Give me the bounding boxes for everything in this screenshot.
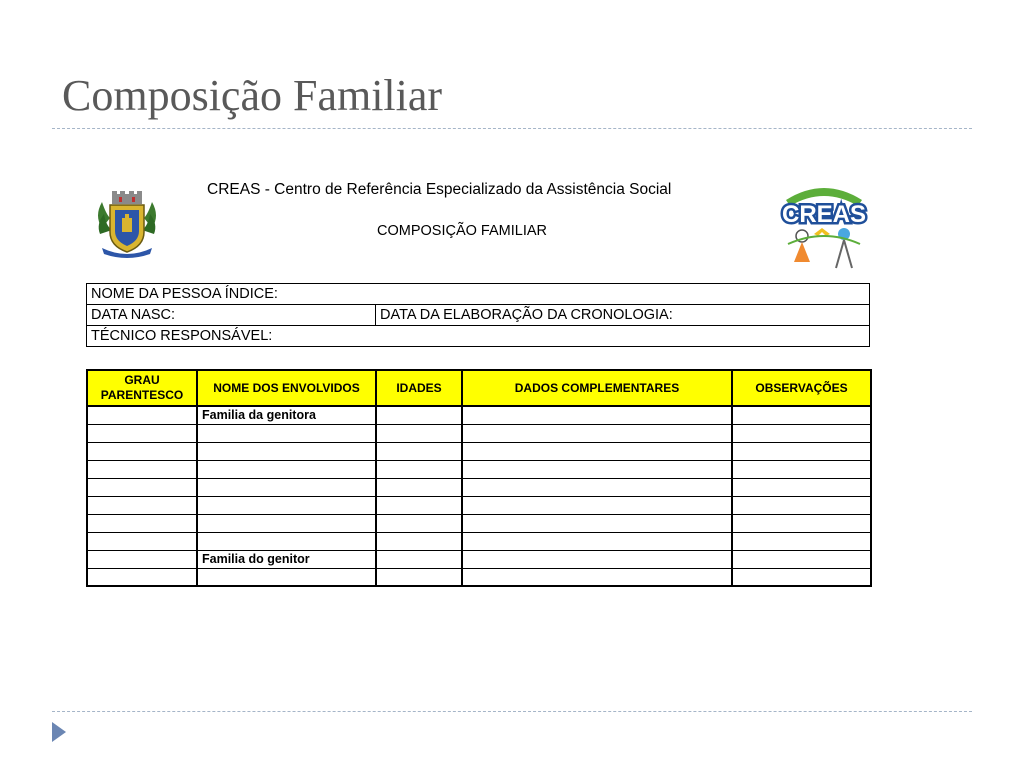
obs-cell[interactable] xyxy=(732,460,871,478)
nome-cell[interactable]: Familia do genitor xyxy=(197,550,376,568)
data-nasc-field[interactable]: DATA NASC: xyxy=(87,305,376,326)
table-row xyxy=(87,514,871,532)
header-idades: IDADES xyxy=(376,370,462,406)
family-composition-table xyxy=(86,369,872,587)
obs-cell[interactable] xyxy=(732,568,871,586)
info-row xyxy=(87,326,870,347)
dados-cell[interactable] xyxy=(462,514,732,532)
nome-cell[interactable] xyxy=(197,496,376,514)
grau-cell[interactable] xyxy=(87,568,197,586)
grau-cell[interactable] xyxy=(87,424,197,442)
org-title: CREAS - Centro de Referência Especializado da Assistência Social xyxy=(207,181,672,198)
table-row xyxy=(87,442,871,460)
idade-cell[interactable] xyxy=(376,496,462,514)
dados-cell[interactable] xyxy=(462,568,732,586)
idade-cell[interactable] xyxy=(376,532,462,550)
dados-cell[interactable] xyxy=(462,460,732,478)
table-row xyxy=(87,532,871,550)
obs-cell[interactable] xyxy=(732,514,871,532)
table-header-row xyxy=(87,370,871,406)
obs-cell[interactable] xyxy=(732,550,871,568)
footer-divider xyxy=(52,711,972,712)
tecnico-field[interactable]: TÉCNICO RESPONSÁVEL: xyxy=(87,326,870,347)
municipal-coat-of-arms-icon xyxy=(92,188,162,260)
table-row xyxy=(87,496,871,514)
slide-title: Composição Familiar xyxy=(62,71,443,120)
table-row xyxy=(87,424,871,442)
header-nome-envolvidos: NOME DOS ENVOLVIDOS xyxy=(197,370,376,406)
info-row xyxy=(87,305,870,326)
obs-cell[interactable] xyxy=(732,478,871,496)
dados-cell[interactable] xyxy=(462,532,732,550)
info-row xyxy=(87,284,870,305)
obs-cell[interactable] xyxy=(732,532,871,550)
nome-cell[interactable] xyxy=(197,478,376,496)
grau-cell[interactable] xyxy=(87,460,197,478)
obs-cell[interactable] xyxy=(732,424,871,442)
grau-cell[interactable] xyxy=(87,514,197,532)
data-elaboracao-field[interactable]: DATA DA ELABORAÇÃO DA CRONOLOGIA: xyxy=(376,305,870,326)
idade-cell[interactable] xyxy=(376,406,462,424)
dados-cell[interactable] xyxy=(462,496,732,514)
idade-cell[interactable] xyxy=(376,478,462,496)
nome-cell[interactable] xyxy=(197,460,376,478)
grau-cell[interactable] xyxy=(87,478,197,496)
title-divider xyxy=(52,128,972,129)
dados-cell[interactable] xyxy=(462,550,732,568)
table-row xyxy=(87,550,871,568)
nome-cell[interactable] xyxy=(197,424,376,442)
nome-cell[interactable] xyxy=(197,442,376,460)
nome-cell[interactable]: Familia da genitora xyxy=(197,406,376,424)
grau-cell[interactable] xyxy=(87,532,197,550)
idade-cell[interactable] xyxy=(376,460,462,478)
table-row xyxy=(87,568,871,586)
grau-cell[interactable] xyxy=(87,442,197,460)
header-observacoes: OBSERVAÇÕES xyxy=(732,370,871,406)
creas-logo-text: CREAS xyxy=(781,201,867,228)
header-grau-parentesco: GRAU PARENTESCO xyxy=(87,370,197,406)
nome-pessoa-field[interactable]: NOME DA PESSOA ÍNDICE: xyxy=(87,284,870,305)
dados-cell[interactable] xyxy=(462,424,732,442)
document-title: COMPOSIÇÃO FAMILIAR xyxy=(377,223,547,239)
grau-cell[interactable] xyxy=(87,550,197,568)
creas-logo-icon xyxy=(778,178,870,270)
idade-cell[interactable] xyxy=(376,442,462,460)
dados-cell[interactable] xyxy=(462,478,732,496)
nome-cell[interactable] xyxy=(197,532,376,550)
dados-cell[interactable] xyxy=(462,406,732,424)
table-row xyxy=(87,460,871,478)
idade-cell[interactable] xyxy=(376,514,462,532)
triangle-bullet-icon xyxy=(52,722,66,742)
nome-cell[interactable] xyxy=(197,568,376,586)
dados-cell[interactable] xyxy=(462,442,732,460)
obs-cell[interactable] xyxy=(732,496,871,514)
grau-cell[interactable] xyxy=(87,496,197,514)
person-info-table xyxy=(86,283,870,347)
nome-cell[interactable] xyxy=(197,514,376,532)
idade-cell[interactable] xyxy=(376,550,462,568)
header-dados-complementares: DADOS COMPLEMENTARES xyxy=(462,370,732,406)
idade-cell[interactable] xyxy=(376,424,462,442)
table-row xyxy=(87,406,871,424)
idade-cell[interactable] xyxy=(376,568,462,586)
obs-cell[interactable] xyxy=(732,406,871,424)
obs-cell[interactable] xyxy=(732,442,871,460)
table-row xyxy=(87,478,871,496)
grau-cell[interactable] xyxy=(87,406,197,424)
